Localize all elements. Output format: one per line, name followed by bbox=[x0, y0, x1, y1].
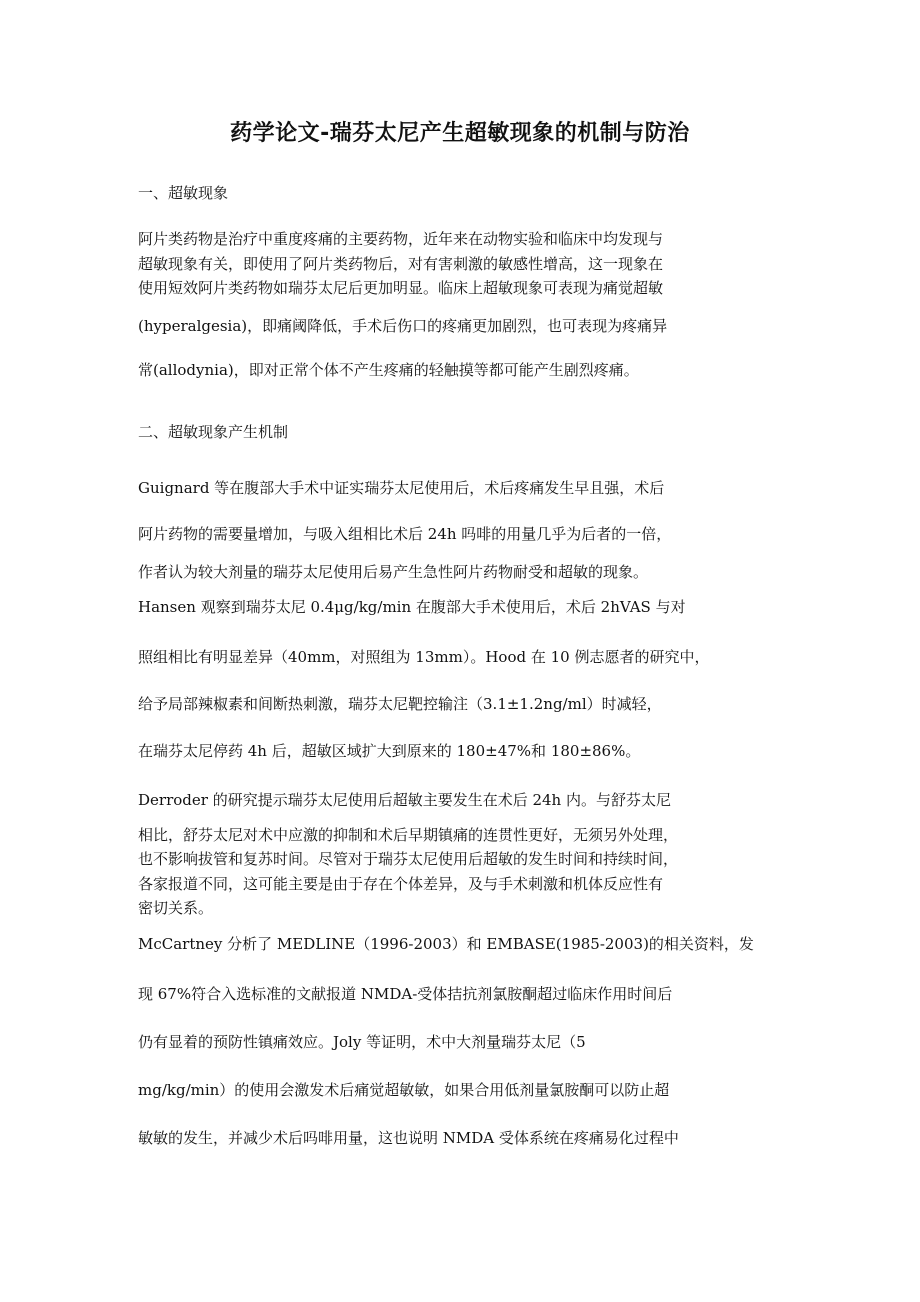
section-heading: 二、超敏现象产生机制 bbox=[138, 423, 289, 441]
paragraph-line: 常(allodynia)，即对正常个体不产生疼痛的轻触摸等都可能产生剧烈疼痛。 bbox=[138, 361, 639, 379]
paragraph-line: Derroder 的研究提示瑞芬太尼使用后超敏主要发生在术后 24h 内。与舒芬太尼 bbox=[138, 791, 671, 809]
paragraph-line: 超敏现象有关，即使用了阿片类药物后，对有害刺激的敏感性增高，这一现象在 bbox=[138, 255, 664, 273]
paragraph-line: 相比，舒芬太尼对术中应激的抑制和术后早期镇痛的连贯性更好，无须另外处理， bbox=[138, 826, 679, 844]
paragraph-line: 使用短效阿片类药物如瑞芬太尼后更加明显。临床上超敏现象可表现为痛觉超敏 bbox=[138, 279, 664, 297]
paragraph-line: 密切关系。 bbox=[138, 899, 214, 917]
paragraph-line: 敏敏的发生，并减少术后吗啡用量，这也说明 NMDA 受体系统在疼痛易化过程中 bbox=[138, 1129, 679, 1147]
paragraph-line: 照组相比有明显差异（40mm，对照组为 13mm）。Hood 在 10 例志愿者的研究中， bbox=[138, 648, 710, 666]
document-title: 药学论文-瑞芬太尼产生超敏现象的机制与防治 bbox=[230, 121, 690, 146]
paragraph-line: Hansen 观察到瑞芬太尼 0.4μg/kg/min 在腹部大手术使用后，术后 2hVAS 与对 bbox=[138, 598, 686, 616]
paragraph-line: 作者认为较大剂量的瑞芬太尼使用后易产生急性阿片药物耐受和超敏的现象。 bbox=[138, 563, 649, 581]
paragraph-line: 现 67%符合入选标准的文献报道 NMDA-受体拮抗剂氯胺酮超过临床作用时间后 bbox=[138, 985, 673, 1003]
paragraph-line: (hyperalgesia)，即痛阈降低，手术后伤口的疼痛更加剧烈，也可表现为疼痛异 bbox=[138, 317, 668, 335]
paragraph-line: 在瑞芬太尼停药 4h 后，超敏区域扩大到原来的 180±47%和 180±86%。 bbox=[138, 742, 641, 760]
paragraph-line: McCartney 分析了 MEDLINE（1996-2003）和 EMBASE(1985-2003)的相关资料，发 bbox=[138, 935, 754, 953]
section-heading: 一、超敏现象 bbox=[138, 184, 229, 202]
paragraph-line: 给予局部辣椒素和间断热刺激，瑞芬太尼靶控输注（3.1±1.2ng/ml）时减轻， bbox=[138, 695, 662, 713]
paragraph-line: 各家报道不同，这可能主要是由于存在个体差异，及与手术刺激和机体反应性有 bbox=[138, 875, 664, 893]
paragraph-line: Guignard 等在腹部大手术中证实瑞芬太尼使用后，术后疼痛发生早且强，术后 bbox=[138, 479, 665, 497]
paragraph-line: mg/kg/min）的使用会激发术后痛觉超敏敏，如果合用低剂量氯胺酮可以防止超 bbox=[138, 1081, 670, 1099]
paragraph-line: 阿片药物的需要量增加，与吸入组相比术后 24h 吗啡的用量几乎为后者的一倍， bbox=[138, 525, 672, 543]
paragraph-line: 阿片类药物是治疗中重度疼痛的主要药物，近年来在动物实验和临床中均发现与 bbox=[138, 230, 664, 248]
paragraph-line: 也不影响拔管和复苏时间。尽管对于瑞芬太尼使用后超敏的发生时间和持续时间， bbox=[138, 850, 679, 868]
paragraph-line: 仍有显着的预防性镇痛效应。Joly 等证明，术中大剂量瑞芬太尼（5 bbox=[138, 1033, 586, 1051]
